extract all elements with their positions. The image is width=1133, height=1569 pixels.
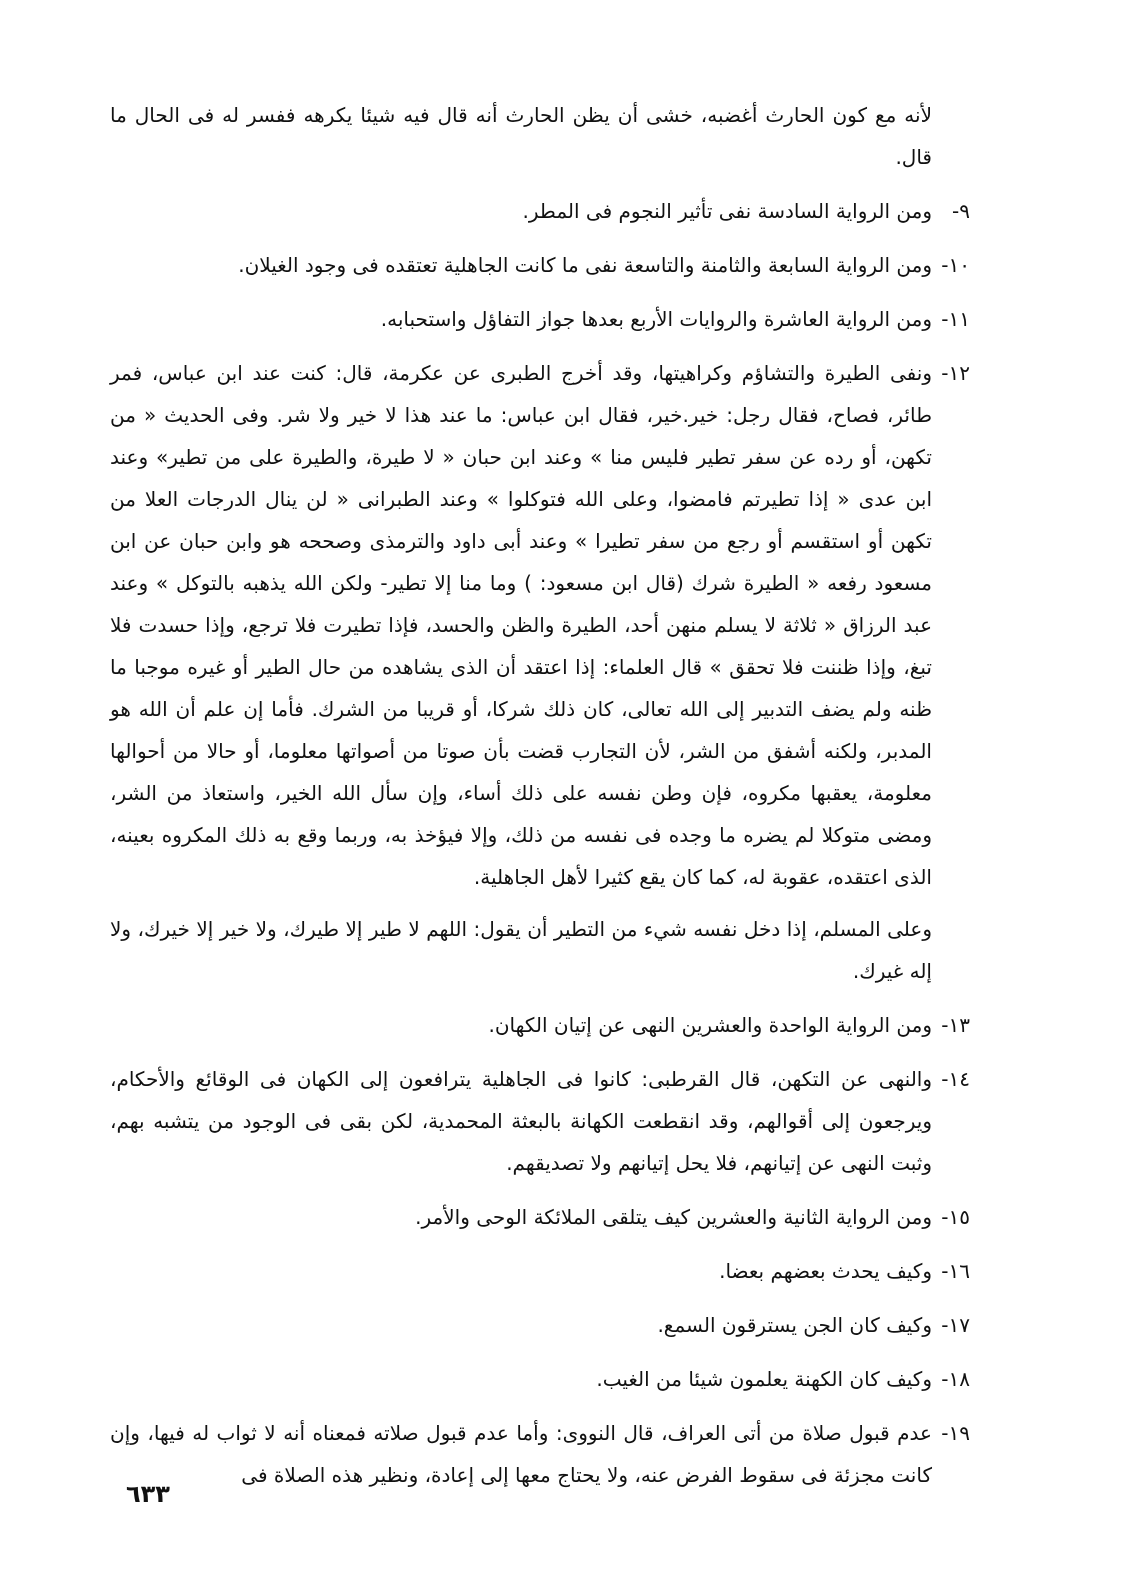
item-text: عدم قبول صلاة من أتى العراف، قال النووى: وأما عدم قبول صلاته فمعناه أنه لا ثواب له فيها، وإن كانت مجزئة فى سقوط الفرض عنه، ولا يحتاج معها إلى إعادة، ونظير هذه الصلاة فى	[110, 1421, 932, 1487]
item-number: ١١-	[941, 307, 970, 331]
item-number: ١٥-	[941, 1205, 970, 1229]
item-text: ونفى الطيرة والتشاؤم وكراهيتها، وقد أخرج الطبرى عن عكرمة، قال: كنت عند ابن عباس، فمر طائر، فصاح، فقال رجل: خير.خير، فقال ابن عباس: ما عند هذا لا خير ولا شر. وفى الحديث « من تكهن، أو رده عن سفر تطير فليس منا » وعند ابن حبان « لا طيرة، والطيرة على من تطير» وعند ابن عدى « إذا تطيرتم فامضوا، وعلى الله فتوكلوا » وعند الطبرانى « لن ينال الدرجات العلا من تكهن أو استقسم أو رجع من سفر تطيرا » وعند أبى داود والترمذى وصححه هو وابن حبان عن ابن مسعود رفعه « الطيرة شرك (قال ابن مسعود: ) وما منا إلا تطير- ولكن الله يذهبه بالتوكل » وعند عبد الرزاق « ثلاثة لا يسلم منهن أحد، الطيرة والظن والحسد، فإذا تطيرت فلا ترجع، وإذا حسدت فلا تبغ، وإذا ظننت فلا تحقق » قال العلماء: إذا اعتقد أن الذى يشاهده من حال الطير أو غيره موجبا ما ظنه ولم يضف التدبير إلى الله تعالى، كان ذلك شركا، أو قريبا من الشرك. فأما إن علم أن الله هو المدبر، ولكنه أشفق من الشر، لأن التجارب قضت بأن صوتا من أصواتها معلوما، أو حالا من أحوالها معلومة، يعقبها مكروه، فإن وطن نفسه على ذلك أساء، وإن سأل الله الخير، واستعاذ من الشر، ومضى متوكلا لم يضره ما وجده فى نفسه من ذلك، وإلا فيؤخذ به، وربما وقع به ذلك المكروه بعينه، الذى اعتقده، عقوبة له، كما كان يقع كثيرا لأهل الجاهلية.	[110, 361, 932, 889]
list-item-17	[110, 1304, 970, 1346]
item-text: وكيف كان الجن يسترقون السمع.	[657, 1313, 932, 1337]
item-text: ومن الرواية العاشرة والروايات الأربع بعدها جواز التفاؤل واستحبابه.	[380, 307, 932, 331]
list-item-11	[110, 298, 970, 340]
list-item-9	[110, 190, 970, 232]
item-text: وكيف يحدث بعضهم بعضا.	[719, 1259, 932, 1283]
item-number: ١٦-	[941, 1259, 970, 1283]
item-number: ١٤-	[941, 1067, 970, 1091]
list-item-18	[110, 1358, 970, 1400]
page-number: ٦٣٣	[126, 1480, 170, 1508]
item-number: ١٠-	[941, 253, 970, 277]
page-body	[110, 94, 970, 1508]
item-text: وكيف كان الكهنة يعلمون شيئا من الغيب.	[596, 1367, 932, 1391]
list-item-15	[110, 1196, 970, 1238]
item-text: ومن الرواية السادسة نفى تأثير النجوم فى المطر.	[522, 199, 932, 223]
item-number: ١٧-	[941, 1313, 970, 1337]
list-item-14	[110, 1058, 970, 1184]
item-number: ٩-	[952, 199, 970, 223]
item-text: والنهى عن التكهن، قال القرطبى: كانوا فى الجاهلية يترافعون إلى الكهان فى الوقائع والأحكام، ويرجعون إلى أقوالهم، وقد انقطعت الكهانة بالبعثة المحمدية، لكن بقى فى الوجود من يتشبه بهم، وثبت النهى عن إتيانهم، فلا يحل إتيانهم ولا تصديقهم.	[110, 1067, 932, 1175]
item-12-note: وعلى المسلم، إذا دخل نفسه شيء من التطير أن يقول: اللهم لا طير إلا طيرك، ولا خير إلا خيرك، ولا إله غيرك.	[110, 917, 932, 983]
intro-paragraph: لأنه مع كون الحارث أغضبه، خشى أن يظن الحارث أنه قال فيه شيئا يكرهه ففسر له فى الحال ما قال.	[110, 103, 932, 169]
item-number: ١٣-	[941, 1013, 970, 1037]
item-text: ومن الرواية الثانية والعشرين كيف يتلقى الملائكة الوحى والأمر.	[415, 1205, 932, 1229]
list-item-13	[110, 1004, 970, 1046]
item-text: ومن الرواية الواحدة والعشرين النهى عن إتيان الكهان.	[488, 1013, 932, 1037]
item-text: ومن الرواية السابعة والثامنة والتاسعة نفى ما كانت الجاهلية تعتقده فى وجود الغيلان.	[238, 253, 932, 277]
item-number: ١٩-	[941, 1421, 970, 1445]
item-number: ١٨-	[941, 1367, 970, 1391]
item-number: ١٢-	[941, 361, 970, 385]
list-item-19	[110, 1412, 970, 1496]
list-item-16	[110, 1250, 970, 1292]
list-item-10	[110, 244, 970, 286]
list-item-12	[110, 352, 970, 898]
